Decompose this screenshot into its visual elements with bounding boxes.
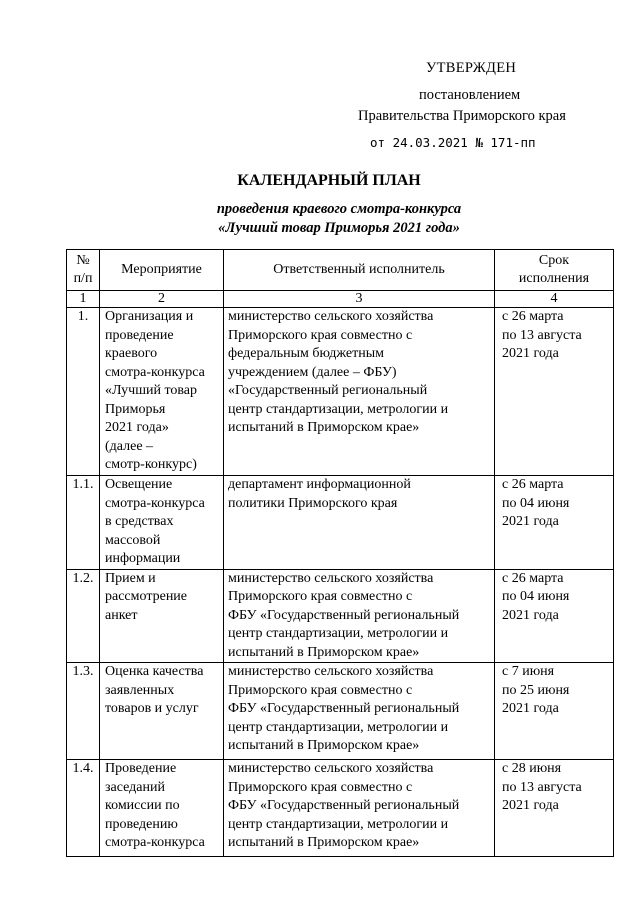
row-number: 1.: [67, 308, 100, 476]
approval-line2: Правительства Приморского края: [358, 108, 566, 124]
approval-date: от 24.03.2021 № 171-пп: [370, 135, 536, 150]
plan-table: [66, 249, 614, 857]
approval-block: [358, 58, 618, 153]
table-row: [67, 569, 614, 663]
subtitle-line1: проведения краевого смотра-конкурса: [216, 201, 462, 217]
row-deadline: с 26 марта по 04 июня 2021 года: [495, 476, 614, 570]
row-number: 1.1.: [67, 476, 100, 570]
row-executor: министерство сельского хозяйства Приморского края совместно с ФБУ «Государственный региональный центр стандартизации, метрологии и испытаний в Приморском крае»: [224, 760, 495, 857]
header-executor: Ответственный исполнитель: [224, 250, 495, 291]
row-executor: департамент информационной политики Приморского края: [224, 476, 495, 570]
row-event: Оценка качества заявленных товаров и услуг: [100, 663, 224, 760]
approval-title: УТВЕРЖДЕН: [426, 60, 517, 76]
row-deadline: с 7 июня по 25 июня 2021 года: [495, 663, 614, 760]
subtitle-line2: «Лучший товар Приморья 2021 года»: [218, 220, 460, 236]
row-number: 1.2.: [67, 569, 100, 663]
header-event: Мероприятие: [100, 250, 224, 291]
row-executor: министерство сельского хозяйства Приморского края совместно с федеральным бюджетным учреждением (далее – ФБУ) «Государственный региональный центр стандартизации, метрологии и испытаний в Приморском крае»: [224, 308, 495, 476]
column-number: 2: [100, 291, 224, 308]
document-title: КАЛЕНДАРНЫЙ ПЛАН: [237, 172, 421, 189]
row-executor: министерство сельского хозяйства Приморского края совместно с ФБУ «Государственный региональный центр стандартизации, метрологии и испытаний в Приморском крае»: [224, 569, 495, 663]
approval-line1: постановлением: [419, 87, 521, 103]
document-subtitle: [0, 200, 640, 238]
row-executor: министерство сельского хозяйства Приморского края совместно с ФБУ «Государственный региональный центр стандартизации, метрологии и испытаний в Приморском крае»: [224, 663, 495, 760]
row-event: Освещение смотра-конкурса в средствах массовой информации: [100, 476, 224, 570]
row-deadline: с 26 марта по 04 июня 2021 года: [495, 569, 614, 663]
column-number: 4: [495, 291, 614, 308]
table-row: [67, 308, 614, 476]
column-number: 3: [224, 291, 495, 308]
table-header-row: [67, 250, 614, 291]
row-deadline: с 26 марта по 13 августа 2021 года: [495, 308, 614, 476]
row-event: Организация и проведение краевого смотра-конкурса «Лучший товар Приморья 2021 года» (далее – смотр-конкурс): [100, 308, 224, 476]
table-row: [67, 663, 614, 760]
row-number: 1.3.: [67, 663, 100, 760]
header-number: № п/п: [67, 250, 100, 291]
row-deadline: с 28 июня по 13 августа 2021 года: [495, 760, 614, 857]
row-event: Прием и рассмотрение анкет: [100, 569, 224, 663]
header-deadline: Срок исполнения: [495, 250, 614, 291]
row-number: 1.4.: [67, 760, 100, 857]
column-number: 1: [67, 291, 100, 308]
row-event: Проведение заседаний комиссии по проведению смотра-конкурса: [100, 760, 224, 857]
table-row: [67, 476, 614, 570]
column-number-row: [67, 291, 614, 308]
table-row: [67, 760, 614, 857]
